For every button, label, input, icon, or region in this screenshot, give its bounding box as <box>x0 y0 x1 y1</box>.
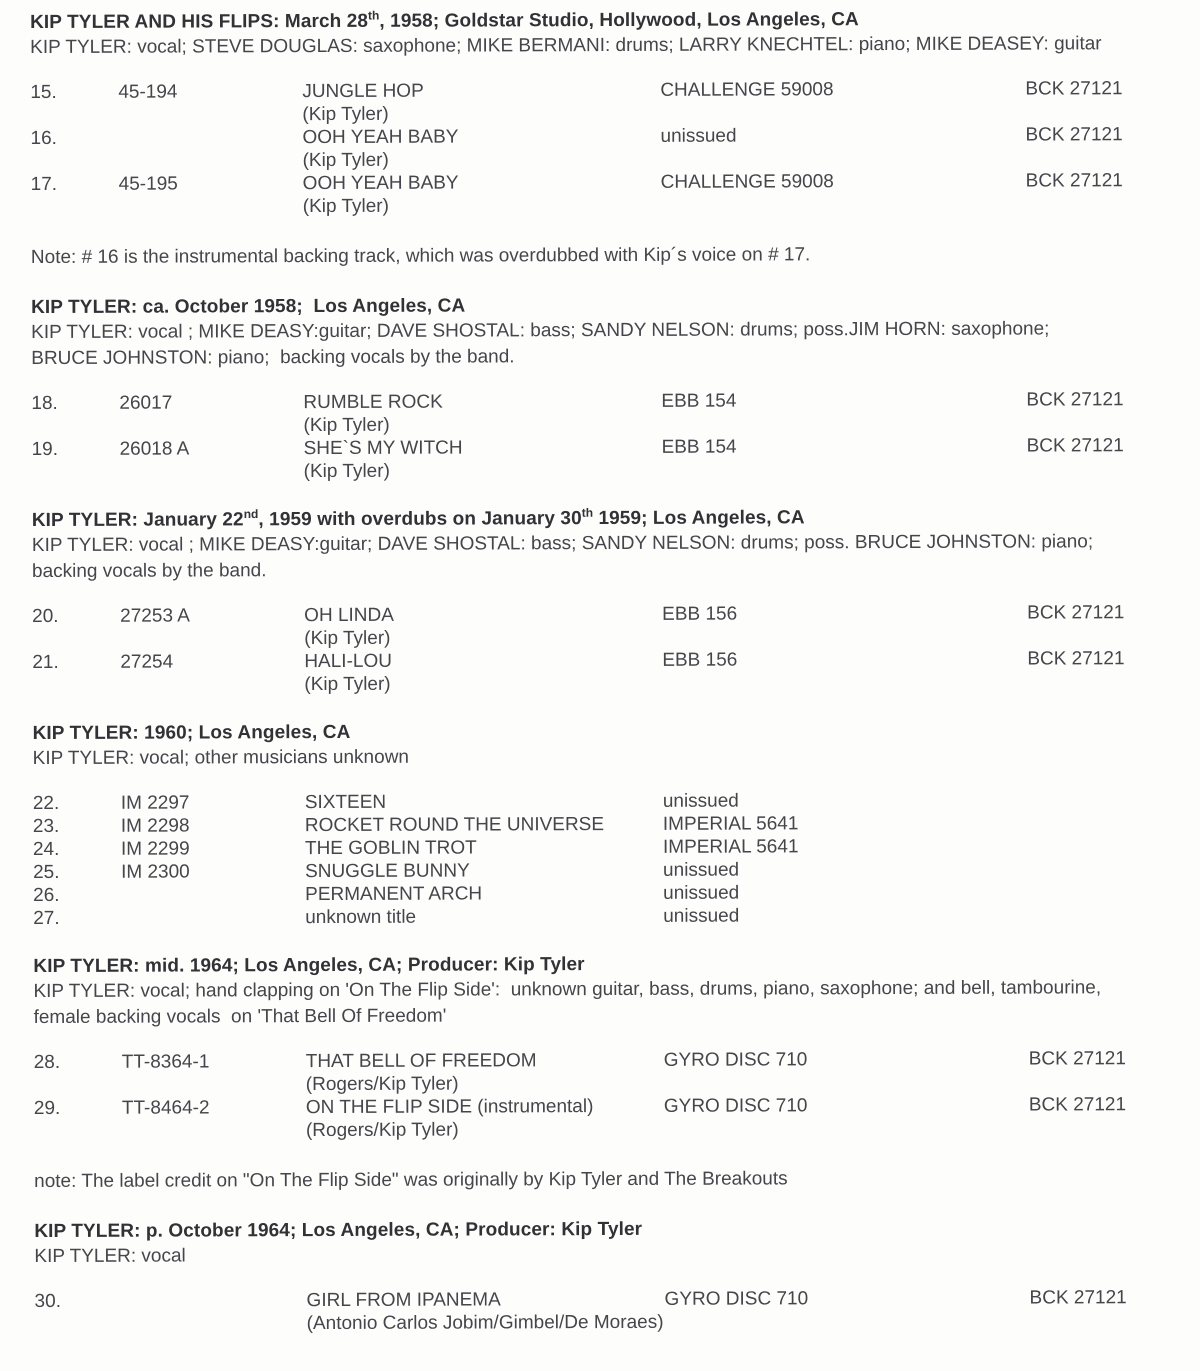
session-section <box>1 291 1200 484</box>
title-cell <box>304 436 662 483</box>
record-label: unissued <box>663 882 740 904</box>
matrix-number: 27253 A <box>120 605 190 627</box>
personnel-line: KIP TYLER: vocal <box>34 1245 186 1268</box>
track-title: GIRL FROM IPANEMA <box>306 1289 501 1312</box>
matrix-number: IM 2300 <box>121 861 190 883</box>
track-list <box>3 788 1200 930</box>
track-title: ROCKET ROUND THE UNIVERSE <box>304 814 605 837</box>
track-title: OOH YEAH BABY <box>302 126 459 149</box>
heading-text: KIP TYLER AND HIS FLIPS: March 28 <box>30 10 369 34</box>
record-label: IMPERIAL 5641 <box>662 813 799 835</box>
composer-credit: (Kip Tyler) <box>302 195 389 218</box>
record-label: EBB 156 <box>662 603 738 625</box>
session-section <box>0 6 1200 271</box>
record-label: EBB 154 <box>661 436 737 458</box>
track-title: THE GOBLIN TROT <box>304 837 477 860</box>
heading-text: KIP TYLER: ca. October 1958; Los Angeles, CA <box>31 295 466 319</box>
matrix-number: TT-8364-1 <box>121 1051 210 1073</box>
matrix-number: TT-8464-2 <box>121 1097 210 1119</box>
record-label: IMPERIAL 5641 <box>662 836 799 858</box>
track-list <box>1 388 1200 484</box>
heading-superscript: th <box>581 505 594 520</box>
collection-ref: BCK 27121 <box>1025 124 1123 146</box>
track-row <box>5 1286 1200 1336</box>
collection-ref <box>1028 834 1200 835</box>
track-row <box>0 77 1200 127</box>
collection-ref: BCK 27121 <box>1027 648 1125 670</box>
collection-ref: BCK 27121 <box>1025 170 1123 192</box>
title-cell <box>302 125 660 172</box>
composer-credit: (Kip Tyler) <box>304 627 391 650</box>
heading-text: KIP TYLER: 1960; Los Angeles, CA <box>32 721 351 745</box>
track-list <box>2 601 1200 697</box>
matrix-number <box>118 126 302 127</box>
title-cell <box>305 905 663 929</box>
title-cell <box>304 603 662 650</box>
record-label: GYRO DISC 710 <box>663 1095 808 1117</box>
personnel-line: KIP TYLER: vocal; hand clapping on 'On The Flip Side': unknown guitar, bass, drums, piano, saxophone; and bell, tambourine, <box>33 977 1102 1003</box>
track-number: 27. <box>33 907 60 930</box>
record-label: CHALLENGE 59008 <box>660 79 834 101</box>
heading-superscript: th <box>368 8 380 23</box>
personnel-line: backing vocals by the band. <box>31 560 267 583</box>
title-cell <box>303 390 661 437</box>
track-number: 19. <box>31 438 59 461</box>
track-title: HALI-LOU <box>304 650 392 673</box>
track-row <box>1 388 1200 438</box>
title-cell <box>303 171 661 218</box>
track-number: 26. <box>33 884 60 907</box>
collection-ref <box>1028 880 1200 881</box>
track-number: 16. <box>30 127 57 150</box>
track-title: JUNGLE HOP <box>302 80 424 103</box>
title-cell <box>307 1288 665 1335</box>
title-cell <box>305 882 663 906</box>
track-title: PERMANENT ARCH <box>305 883 483 906</box>
title-cell <box>304 649 662 696</box>
title-cell <box>305 790 663 814</box>
title-cell <box>306 1095 664 1142</box>
matrix-number: 27254 <box>120 651 174 673</box>
track-row <box>2 434 1200 484</box>
record-label: unissued <box>660 125 737 147</box>
personnel-line: KIP TYLER: vocal ; MIKE DEASY:guitar; DAVE SHOSTAL: bass; SANDY NELSON: drums; poss.JIM HORN: saxophone; <box>31 318 1050 344</box>
session-note: note: The label credit on "On The Flip Side" was originally by Kip Tyler and The Breakouts <box>34 1168 788 1193</box>
record-label: EBB 156 <box>662 649 738 671</box>
matrix-number: 45-195 <box>118 173 178 195</box>
collection-ref: BCK 27121 <box>1027 602 1125 624</box>
track-row <box>4 1093 1200 1143</box>
track-title: SNUGGLE BUNNY <box>305 860 470 883</box>
track-title: ON THE FLIP SIDE (instrumental) <box>305 1096 594 1119</box>
track-row <box>2 647 1200 697</box>
session-section <box>2 504 1200 697</box>
collection-ref: BCK 27121 <box>1028 1048 1126 1070</box>
record-label: GYRO DISC 710 <box>663 1049 808 1071</box>
track-row <box>1 169 1200 219</box>
collection-ref <box>1028 903 1200 904</box>
collection-ref: BCK 27121 <box>1026 435 1124 457</box>
composer-credit: (Rogers/Kip Tyler) <box>305 1119 459 1142</box>
track-title: THAT BELL OF FREEDOM <box>305 1050 537 1073</box>
session-section <box>3 717 1200 930</box>
heading-text: KIP TYLER: January 22 <box>31 509 244 532</box>
session-note: Note: # 16 is the instrumental backing track, which was overdubbed with Kip´s voice on # 17. <box>30 244 811 269</box>
title-cell <box>305 813 663 837</box>
track-number: 29. <box>33 1097 61 1120</box>
title-cell <box>305 836 663 860</box>
matrix-number <box>121 906 305 907</box>
composer-credit: (Kip Tyler) <box>302 103 389 126</box>
record-label: unissued <box>663 859 740 881</box>
track-number: 17. <box>30 173 58 196</box>
title-cell <box>302 79 660 126</box>
record-label: EBB 154 <box>661 390 737 412</box>
track-title: RUMBLE ROCK <box>303 391 443 414</box>
track-number: 24. <box>32 838 60 861</box>
composer-credit: (Antonio Carlos Jobim/Gimbel/De Moraes) <box>306 1311 664 1335</box>
record-label: GYRO DISC 710 <box>664 1288 809 1310</box>
collection-ref <box>1028 857 1200 858</box>
track-title: SHE`S MY WITCH <box>303 437 463 460</box>
session-section <box>3 950 1200 1195</box>
matrix-number: IM 2299 <box>120 838 190 860</box>
track-number: 21. <box>32 651 59 674</box>
track-number: 30. <box>34 1290 62 1313</box>
record-label: CHALLENGE 59008 <box>660 171 834 193</box>
track-number: 25. <box>33 861 60 884</box>
track-title: OH LINDA <box>304 604 394 627</box>
track-number: 22. <box>32 792 60 815</box>
personnel-line: KIP TYLER: vocal ; MIKE DEASY:guitar; DAVE SHOSTAL: bass; SANDY NELSON: drums; poss. BRUCE JOHNSTON: piano; <box>31 531 1094 557</box>
session-personnel <box>4 1240 1200 1270</box>
track-number: 18. <box>31 392 58 415</box>
track-list <box>4 1047 1200 1143</box>
heading-text: KIP TYLER: mid. 1964; Los Angeles, CA; Producer: Kip Tyler <box>33 954 585 978</box>
heading-text: , 1958; Goldstar Studio, Hollywood, Los Angeles, CA <box>379 9 859 32</box>
track-number: 28. <box>33 1051 61 1074</box>
track-row <box>4 1047 1200 1097</box>
heading-text: , 1959 with overdubs on January 30 <box>258 508 582 531</box>
heading-superscript: nd <box>243 506 259 521</box>
personnel-line: BRUCE JOHNSTON: piano; backing vocals by the band. <box>31 346 515 370</box>
record-label: unissued <box>663 905 740 927</box>
title-cell <box>306 1049 664 1096</box>
personnel-line: KIP TYLER: vocal; other musicians unknown <box>32 746 410 770</box>
composer-credit: (Kip Tyler) <box>303 460 390 483</box>
track-title: SIXTEEN <box>304 791 387 814</box>
track-number: 15. <box>30 81 57 104</box>
matrix-number: IM 2297 <box>120 792 190 814</box>
title-cell <box>305 859 663 883</box>
collection-ref: BCK 27121 <box>1029 1287 1127 1309</box>
track-title: OOH YEAH BABY <box>302 172 459 195</box>
session-section <box>4 1215 1200 1336</box>
collection-ref: BCK 27121 <box>1026 389 1124 411</box>
matrix-number: 45-194 <box>118 81 178 103</box>
track-number: 20. <box>32 605 59 628</box>
heading-text: 1959; Los Angeles, CA <box>593 507 805 530</box>
composer-credit: (Rogers/Kip Tyler) <box>305 1073 459 1096</box>
collection-ref <box>1028 788 1200 789</box>
collection-ref <box>1028 811 1200 812</box>
track-row <box>2 601 1200 651</box>
track-list <box>5 1286 1200 1336</box>
matrix-number: IM 2298 <box>120 815 190 837</box>
session-personnel <box>0 31 1200 61</box>
personnel-line: female backing vocals on 'That Bell Of Freedom' <box>33 1005 447 1029</box>
matrix-number <box>123 1289 307 1290</box>
matrix-number: 26018 A <box>119 438 190 460</box>
session-personnel <box>3 975 1200 1031</box>
composer-credit: (Kip Tyler) <box>303 414 390 437</box>
personnel-line: KIP TYLER: vocal; STEVE DOUGLAS: saxophone; MIKE BERMANI: drums; LARRY KNECHTEL: piano; MIKE DEASEY: guitar <box>30 33 1102 59</box>
heading-text: KIP TYLER: p. October 1964; Los Angeles, CA; Producer: Kip Tyler <box>34 1218 643 1243</box>
track-title: unknown title <box>305 906 417 929</box>
track-row <box>0 123 1200 173</box>
record-label: unissued <box>662 790 739 812</box>
collection-ref: BCK 27121 <box>1028 1094 1127 1116</box>
session-personnel <box>3 742 1200 772</box>
composer-credit: (Kip Tyler) <box>302 149 389 172</box>
track-row <box>3 903 1200 930</box>
track-list <box>0 77 1200 219</box>
composer-credit: (Kip Tyler) <box>304 673 391 696</box>
track-number: 23. <box>32 815 60 838</box>
session-personnel <box>1 316 1200 372</box>
collection-ref: BCK 27121 <box>1025 78 1123 100</box>
session-personnel <box>2 529 1200 585</box>
matrix-number: 26017 <box>119 392 173 414</box>
